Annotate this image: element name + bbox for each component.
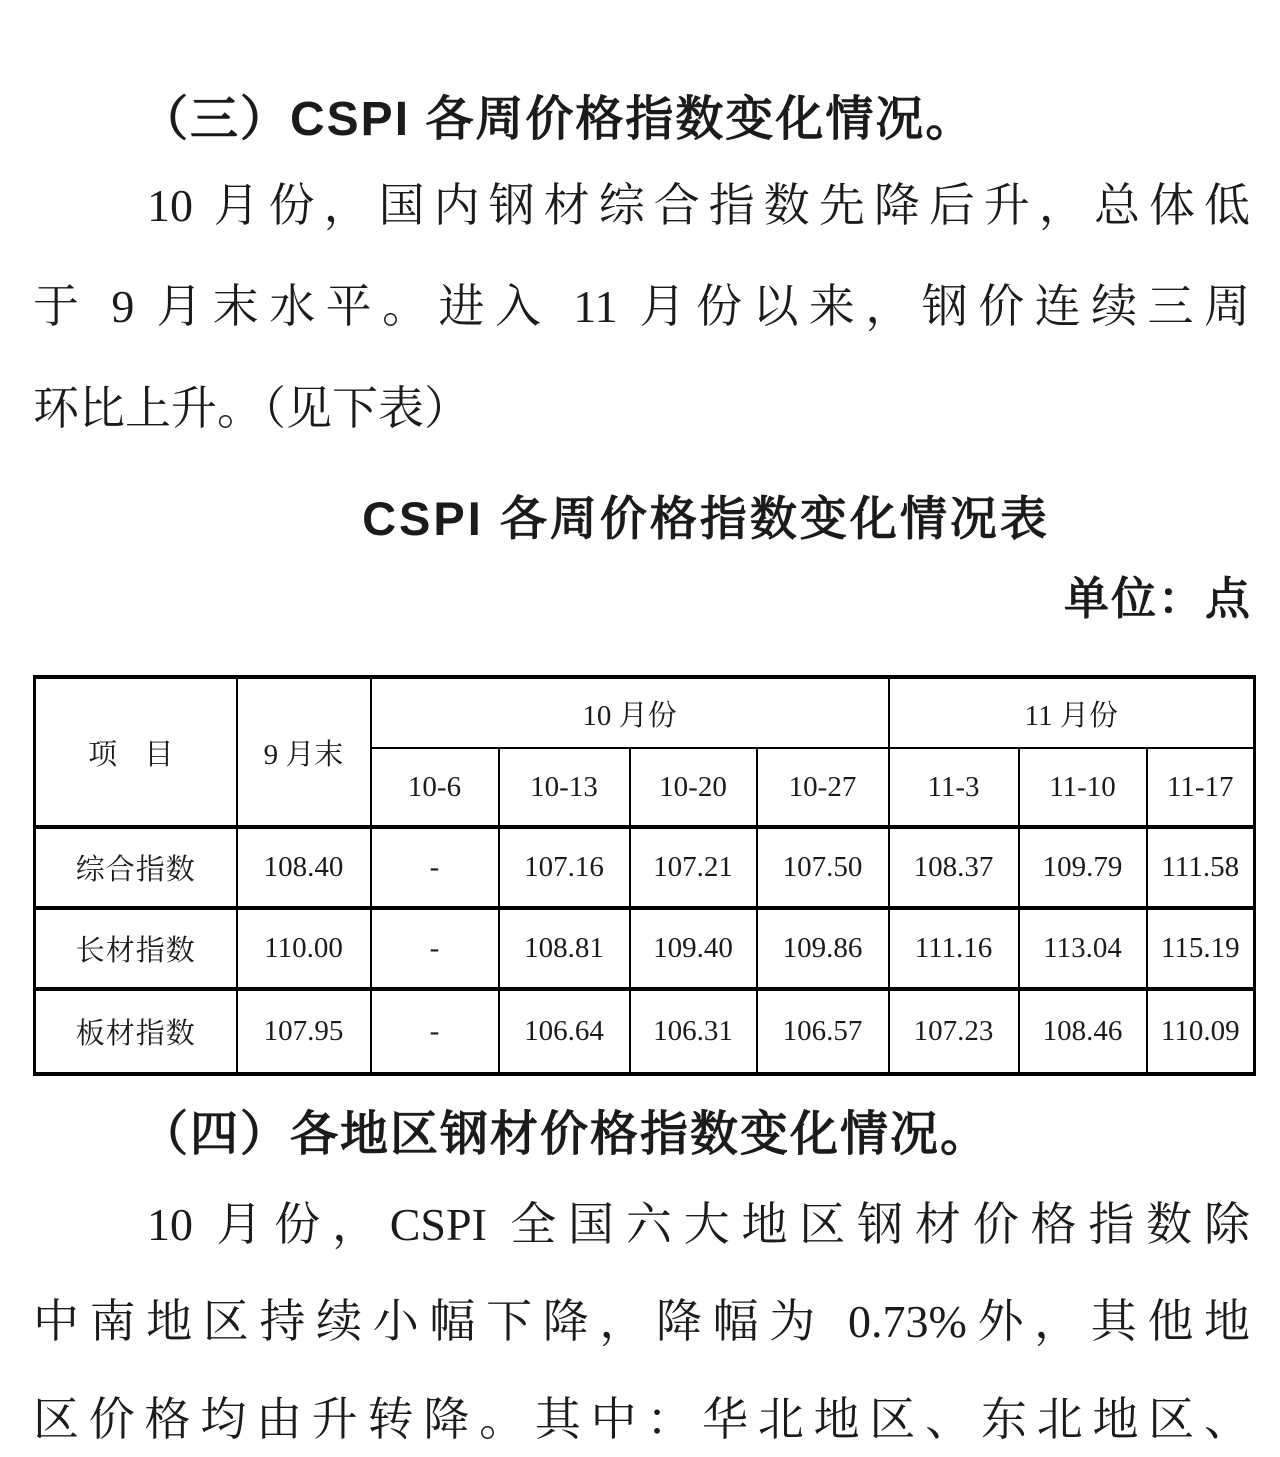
header-week-11-10: 11-10 <box>1019 748 1147 827</box>
table-cell: 109.86 <box>757 908 889 989</box>
section4-paragraph-line-1: 10 月份，CSPI 全国六大地区钢材价格指数除 <box>147 1199 1250 1250</box>
table-cell: 107.50 <box>757 827 889 908</box>
section3-paragraph-line-1: 10 月份，国内钢材综合指数先降后升，总体低 <box>147 180 1250 231</box>
header-item: 项 目 <box>35 677 237 827</box>
header-week-10-13: 10-13 <box>499 748 630 827</box>
table-title: CSPI 各周价格指数变化情况表 <box>362 492 1050 545</box>
table-unit-label: 单位：点 <box>1063 573 1252 624</box>
section4-paragraph-line-3: 区价格均由升转降。其中：华北地区、东北地区、 <box>33 1394 1250 1445</box>
table-cell: 115.19 <box>1147 908 1255 989</box>
table-cell: 107.21 <box>630 827 757 908</box>
section3-paragraph-line-3: 环比上升。（见下表） <box>33 383 470 434</box>
section4-paragraph-line-2: 中南地区持续小幅下降，降幅为 0.73%外，其他地 <box>33 1296 1250 1347</box>
header-week-10-6: 10-6 <box>371 748 499 827</box>
table-cell: - <box>371 989 499 1074</box>
table-cell: 109.40 <box>630 908 757 989</box>
header-week-10-27: 10-27 <box>757 748 889 827</box>
section3-paragraph-line-2: 于 9 月末水平。进入 11 月份以来，钢价连续三周 <box>33 281 1250 332</box>
table-cell: 111.58 <box>1147 827 1255 908</box>
table-cell: 110.09 <box>1147 989 1255 1074</box>
table-cell: 106.64 <box>499 989 630 1074</box>
row-label-flat-products-index: 板材指数 <box>35 989 237 1074</box>
table-cell: 111.16 <box>889 908 1019 989</box>
table-cell: 113.04 <box>1019 908 1147 989</box>
header-september-end: 9 月末 <box>237 677 371 827</box>
table-cell: 106.31 <box>630 989 757 1074</box>
table-cell: 107.23 <box>889 989 1019 1074</box>
header-october-group: 10 月份 <box>371 677 889 748</box>
header-week-11-17: 11-17 <box>1147 748 1255 827</box>
cspi-weekly-index-table <box>33 675 1256 1076</box>
table-cell: 110.00 <box>237 908 371 989</box>
header-week-11-3: 11-3 <box>889 748 1019 827</box>
header-november-group: 11 月份 <box>889 677 1255 748</box>
table-row-flat-products-index <box>35 989 1255 1074</box>
section3-heading: （三）CSPI 各周价格指数变化情况。 <box>140 93 976 146</box>
table-row-composite-index <box>35 827 1255 908</box>
table-cell: - <box>371 908 499 989</box>
table-cell: 106.57 <box>757 989 889 1074</box>
table-cell: - <box>371 827 499 908</box>
section4-heading: （四）各地区钢材价格指数变化情况。 <box>140 1108 991 1161</box>
table-cell: 107.16 <box>499 827 630 908</box>
table-cell: 109.79 <box>1019 827 1147 908</box>
table-cell: 108.81 <box>499 908 630 989</box>
row-label-long-products-index: 长材指数 <box>35 908 237 989</box>
table-header-month-row <box>35 677 1255 748</box>
header-week-10-20: 10-20 <box>630 748 757 827</box>
table-row-long-products-index <box>35 908 1255 989</box>
table-cell: 108.40 <box>237 827 371 908</box>
row-label-composite-index: 综合指数 <box>35 827 237 908</box>
table-cell: 108.37 <box>889 827 1019 908</box>
table-cell: 107.95 <box>237 989 371 1074</box>
table-cell: 108.46 <box>1019 989 1147 1074</box>
